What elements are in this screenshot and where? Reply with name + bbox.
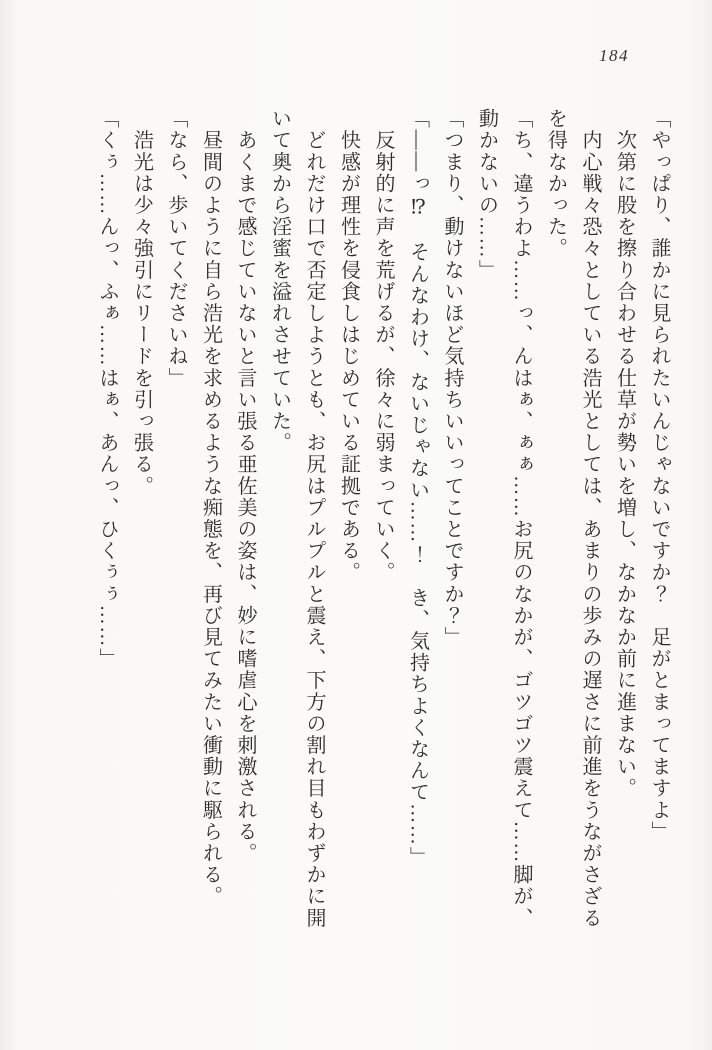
text-line: どれだけ口で否定しようとも、お尻はプルプルと震え、下方の割れ目もわずかに開 bbox=[303, 108, 325, 929]
text-line: 次第に股を擦り合わせる仕草が勢いを増し、なかなか前に進まない。 bbox=[613, 108, 636, 800]
text-line: 「くぅ……んっ、ふぁ……はぁ、あんっ、ひくぅぅ……」 bbox=[96, 108, 118, 670]
text-line: 「つまり、動けないほど気持ちいいってことですか？」 bbox=[441, 108, 463, 648]
text-line: あくまで感じていないと言い張る亜佐美の姿は、妙に嗜虐心を刺激される。 bbox=[234, 108, 256, 864]
text-line: を得なかった。 bbox=[544, 108, 567, 260]
text-line: 「――っ⁉ そんなわけ、ないじゃない……！ き、気持ちよくなんて……」 bbox=[406, 108, 429, 868]
text-line: 内心戦々恐々としている浩光としては、あまりの歩みの遅さに前進をうながさざる bbox=[579, 108, 601, 929]
text-line: 動かないの……」 bbox=[475, 108, 498, 281]
text-line: 浩光は少々強引にリードを引っ張る。 bbox=[130, 108, 153, 497]
page-number: 184 bbox=[599, 46, 629, 65]
text-line: 「ち、違うわよ……っ、んはぁ、ぁぁ……お尻のなかが、ゴツゴツ震えて……脚が、 bbox=[510, 108, 532, 929]
text-line: 「なら、歩いてくださいね」 bbox=[165, 108, 187, 389]
text-line: 快感が理性を侵食しはじめている証拠である。 bbox=[337, 108, 360, 584]
text-line: 昼間のように自ら浩光を求めるような痴態を、再び見てみたい衝動に駆られる。 bbox=[199, 108, 222, 908]
text-line: 「やっぱり、誰かに見られたいんじゃないですか？ 足がとまってますよ」 bbox=[648, 108, 670, 843]
text-line: いて奥から淫蜜を溢れさせていた。 bbox=[268, 108, 291, 454]
text-line: 反射的に声を荒げるが、徐々に弱まっていく。 bbox=[372, 108, 394, 584]
text-block bbox=[90, 108, 677, 958]
